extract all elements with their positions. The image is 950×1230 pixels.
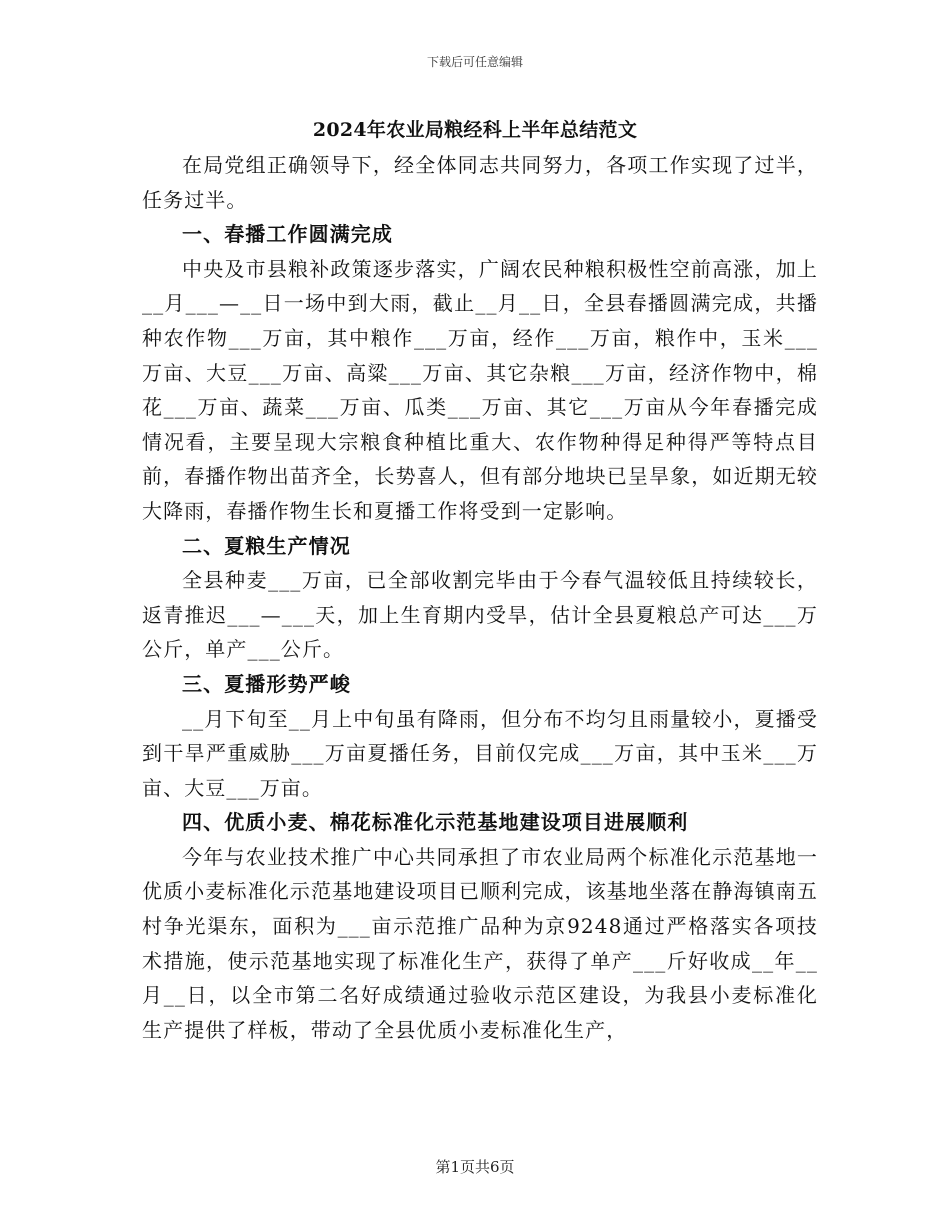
- section-heading-4: 四、优质小麦、棉花标准化示范基地建设项目进展顺利: [182, 810, 689, 835]
- document-title: 2024年农业局粮经科上半年总结范文: [312, 119, 638, 141]
- section-body-3: __月下旬至__月上中旬虽有降雨，但分布不均匀且雨量较小，夏播受到干旱严重威胁___万亩夏播任务，目前仅完成___万亩，其中玉米___万亩、大豆___万亩。: [142, 706, 818, 800]
- section-heading-1: 一、春播工作圆满完成: [182, 222, 393, 247]
- page-number: 第1页共6页: [435, 1158, 515, 1176]
- header-note: 下载后可任意编辑: [426, 55, 523, 69]
- document-body: [142, 148, 818, 1047]
- section-heading-3: 三、夏播形势严峻: [182, 671, 351, 696]
- section-body-4: 今年与农业技术推广中心共同承担了市农业局两个标准化示范基地一优质小麦标准化示范基地建设项目已顺利完成，该基地坐落在静海镇南五村争光渠东，面积为___亩示范推广品种为京9248通过严格落实各项技术措施，使示范基地实现了标准化生产，获得了单产___斤好收成__年__月__日，以全市第二名好成绩通过验收示范区建设，为我县小麦标准化生产提供了样板，带动了全县优质小麦标准化生产，: [142, 844, 818, 1042]
- section-body-2: 全县种麦___万亩，已全部收割完毕由于今春气温较低且持续较长，返青推迟___—___天，加上生育期内受旱，估计全县夏粮总产可达___万公斤，单产___公斤。: [142, 568, 818, 662]
- intro-paragraph: 在局党组正确领导下，经全体同志共同努力，各项工作实现了过半，任务过半。: [142, 153, 818, 212]
- section-body-1: 中央及市县粮补政策逐步落实，广阔农民种粮积极性空前高涨，加上__月___—__日一场中到大雨，截止__月__日，全县春播圆满完成，共播种农作物___万亩，其中粮作___万亩，经作___万亩，粮作中，玉米___万亩、大豆___万亩、高粱___万亩、其它杂粮___万亩，经济作物中，棉花___万亩、蔬菜___万亩、瓜类___万亩、其它___万亩从今年春播完成情况看，主要呈现大宗粮食种植比重大、农作物种得足种得严等特点目前，春播作物出苗齐全，长势喜人，但有部分地块已呈旱象，如近期无较大降雨，春播作物生长和夏播工作将受到一定影响。: [142, 256, 818, 523]
- section-heading-2: 二、夏粮生产情况: [182, 533, 351, 558]
